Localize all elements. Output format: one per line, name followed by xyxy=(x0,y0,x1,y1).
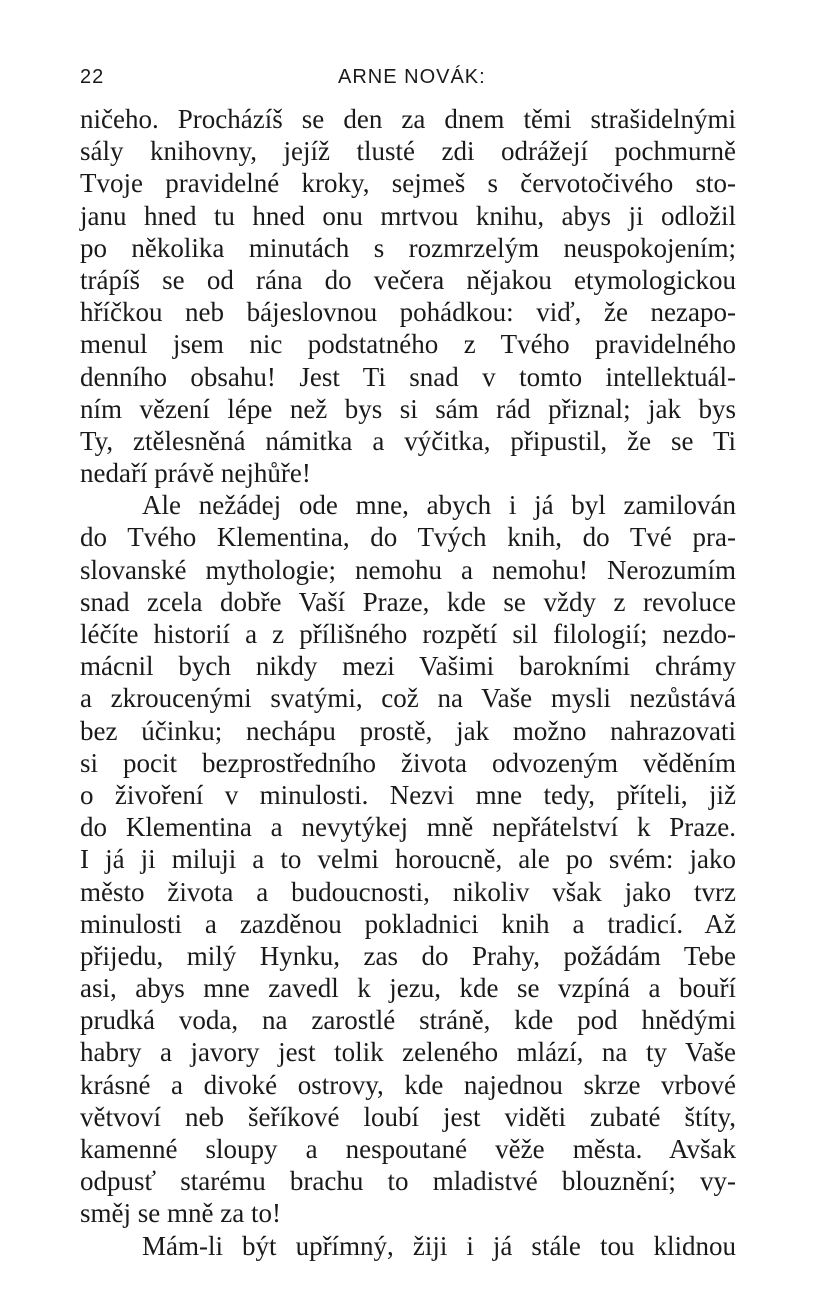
text-line: ničeho. Procházíš se den za dnem těmi strašidelnými xyxy=(80,104,736,134)
text-line: o živoření v minulosti. Nezvi mne tedy, příteli, již xyxy=(80,779,736,810)
text-line: Ty, ztělesněná námitka a výčitka, připustil, že se Ti xyxy=(80,425,736,456)
text-line: denního obsahu! Jest Ti snad v tomto intellektuál- xyxy=(80,361,736,392)
text-line: bez účinku; nechápu prostě, jak možno nahrazovati xyxy=(80,715,736,746)
text-line: Mám-li být upřímný, žiji i já stále tou klidnou xyxy=(142,1230,736,1261)
text-line: habry a javory jest tolik zeleného mlází, na ty Vaše xyxy=(80,1037,736,1068)
text-line: kamenné sloupy a nespoutané věže města. Avšak xyxy=(80,1134,736,1164)
text-line: janu hned tu hned onu mrtvou knihu, abys ji odložil xyxy=(80,200,736,231)
text-line: slovanské mythologie; nemohu a nemohu! Nerozumím xyxy=(80,554,736,585)
text-line: po několika minutách s rozmrzelým neuspokojením; xyxy=(80,232,736,263)
text-line: nedaří právě nejhůře! xyxy=(80,458,311,489)
text-line: prudká voda, na zarostlé stráně, kde pod hnědými xyxy=(80,1005,736,1036)
text-line: Tvoje pravidelné kroky, sejmeš s červotočivého sto- xyxy=(80,168,736,199)
text-line: a zkroucenými svatými, což na Vaše mysli nezůstává xyxy=(80,683,736,714)
text-line: Ale nežádej ode mne, abych i já byl zamilován xyxy=(142,490,736,521)
text-line: menul jsem nic podstatného z Tvého pravidelného xyxy=(80,329,736,360)
running-head: ARNE NOVÁK: xyxy=(338,66,486,88)
text-line: město života a budoucnosti, nikoliv však jako tvrz xyxy=(80,876,736,907)
text-line: snad zcela dobře Vaší Praze, kde se vždy z revoluce xyxy=(80,586,736,617)
text-line: hříčkou neb bájeslovnou pohádkou: viď, že nezapo- xyxy=(80,297,736,328)
text-line: asi, abys mne zavedl k jezu, kde se vzpíná a bouří xyxy=(80,973,736,1004)
text-line: sály knihovny, jejíž tlusté zdi odrážejí pochmurně xyxy=(80,136,736,167)
text-line: mácnil bych nikdy mezi Vašimi barokními chrámy xyxy=(80,651,736,682)
text-line: ním vězení lépe než bys si sám rád přiznal; jak bys xyxy=(80,393,736,424)
text-line: I já ji miluji a to velmi horoucně, ale po svém: jako xyxy=(80,844,736,875)
text-line: trápíš se od rána do večera nějakou etymologickou xyxy=(80,264,736,295)
text-line: do Tvého Klementina, do Tvých knih, do Tvé pra- xyxy=(80,522,736,553)
text-line: léčíte historií a z přílišného rozpětí sil filologií; nezdo- xyxy=(80,619,736,649)
text-line: směj se mně za to! xyxy=(80,1198,281,1229)
page-number: 22 xyxy=(80,66,105,88)
text-line: si pocit bezprostředního života odvozeným věděním xyxy=(80,747,736,778)
text-line: větvoví neb šeříkové loubí jest viděti zubaté štíty, xyxy=(80,1101,736,1132)
text-line: přijedu, milý Hynku, zas do Prahy, požádám Tebe xyxy=(80,940,736,971)
body-text xyxy=(80,103,736,1262)
text-line: do Klementina a nevytýkej mně nepřátelství k Praze. xyxy=(80,812,736,843)
text-line: minulosti a zazděnou pokladnici knih a tradicí. Až xyxy=(80,908,736,939)
page-header xyxy=(80,66,740,92)
text-line: odpusť starému brachu to mladistvé blouznění; vy- xyxy=(80,1166,736,1197)
text-line: krásné a divoké ostrovy, kde najednou skrze vrbové xyxy=(80,1069,736,1100)
